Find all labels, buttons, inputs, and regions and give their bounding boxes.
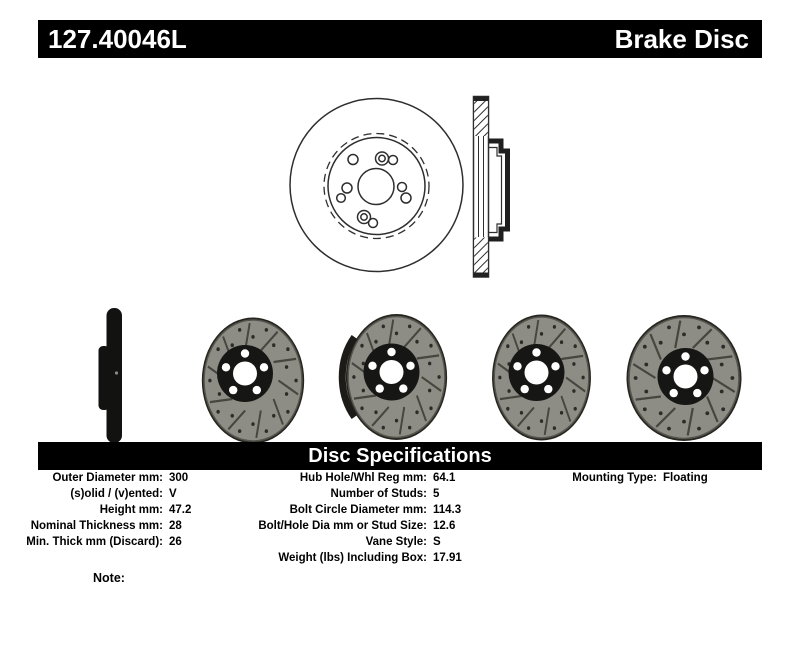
spec-row-nominal-thickness [20, 518, 191, 534]
spec-value: 28 [169, 520, 182, 532]
spec-label: Bolt/Hole Dia mm or Stud Size: [258, 520, 427, 532]
note-label: Note: [93, 571, 125, 585]
spec-row-mounting-type [520, 470, 708, 486]
spec-value: 17.91 [433, 552, 462, 564]
brake-disc-edge-photo [99, 308, 123, 443]
spec-column-right [520, 470, 708, 486]
spec-label: Height mm: [99, 504, 163, 516]
spec-row-outer-diameter [20, 470, 191, 486]
spec-label: Outer Diameter mm: [52, 472, 163, 484]
spec-row-vane-style [240, 534, 462, 550]
front-view-drawing-icon [290, 99, 463, 272]
brake-disc-front-photo [627, 315, 742, 441]
spec-value: 300 [169, 472, 189, 484]
cross-section-drawing-icon [474, 97, 508, 278]
spec-row-hub-hole [240, 470, 462, 486]
spec-label: Vane Style: [365, 536, 427, 548]
brake-disc-angled-photo-2 [342, 314, 447, 440]
spec-value: V [169, 488, 177, 500]
spec-header-bar [38, 442, 762, 470]
spec-label: Nominal Thickness mm: [30, 520, 163, 532]
spec-column-left [20, 470, 191, 550]
spec-label: Weight (lbs) Including Box: [278, 552, 427, 564]
spec-label: Min. Thick mm (Discard): [26, 536, 163, 548]
spec-value: 114.3 [433, 504, 462, 516]
spec-label: Bolt Circle Diameter mm: [289, 504, 427, 516]
header-bar [38, 20, 762, 58]
spec-value: S [433, 536, 441, 548]
brake-disc-angled-photo-3 [492, 315, 591, 441]
spec-header-title: Disc Specifications [308, 444, 492, 467]
spec-label: (s)olid / (v)ented: [70, 488, 163, 500]
spec-row-weight [240, 550, 462, 566]
spec-value: 26 [169, 536, 182, 548]
spec-label: Number of Studs: [330, 488, 427, 500]
part-number: 127.40046L [48, 23, 187, 54]
spec-row-bolt-hole-dia [240, 518, 462, 534]
spec-value: Floating [663, 472, 708, 484]
spec-label: Hub Hole/Whl Reg mm: [299, 472, 427, 484]
spec-column-middle [240, 470, 462, 566]
spec-value: 47.2 [169, 504, 192, 516]
spec-label: Mounting Type: [572, 472, 657, 484]
spec-value: 12.6 [433, 520, 456, 532]
product-type-title: Brake Disc [614, 23, 749, 54]
spec-row-height [20, 502, 191, 518]
spec-row-bolt-circle-diameter [240, 502, 462, 518]
spec-value: 5 [433, 488, 440, 500]
spec-row-solid-vented [20, 486, 191, 502]
brake-disc-angled-photo-1 [202, 318, 304, 444]
spec-row-min-thickness [20, 534, 191, 550]
product-photos [99, 308, 742, 444]
spec-value: 64.1 [433, 472, 456, 484]
spec-row-number-of-studs [240, 486, 462, 502]
